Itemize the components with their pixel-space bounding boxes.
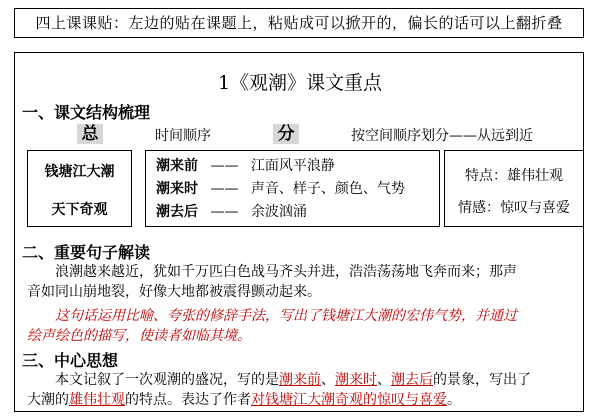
mid-row-label: 潮去后 bbox=[156, 204, 198, 220]
left-box-line1: 钱塘江大潮 bbox=[44, 164, 115, 180]
main-idea-line2: 大潮的雄伟壮观的特点。表达了作者对钱塘江大潮奇观的惊叹与喜爱。 bbox=[27, 392, 461, 408]
highlight-before: 潮来前 bbox=[279, 372, 321, 388]
mid-row-3: 潮去后 —— 余波汹涌 bbox=[156, 204, 307, 220]
mid-row-label: 潮来时 bbox=[156, 181, 198, 197]
fen-desc: 按空间顺序划分——从远到近 bbox=[351, 128, 533, 144]
section3-heading: 三、中心思想 bbox=[22, 351, 119, 370]
analysis-line1: 这句话运用比喻、夸张的修辞手法，写出了钱塘江大潮的宏伟气势，并通过 bbox=[55, 308, 517, 324]
fen-label: 分 bbox=[273, 124, 299, 144]
right-box-feature: 特点：雄伟壮观 bbox=[465, 168, 563, 184]
highlight-during: 潮来时 bbox=[335, 372, 377, 388]
main-idea-line1: 本文记叙了一次观潮的盛况，写的是潮来前、潮来时、潮去后的景象，写出了 bbox=[55, 372, 531, 388]
right-box-emotion: 情感：惊叹与喜爱 bbox=[458, 200, 570, 216]
mid-row-2: 潮来时 —— 声音、样子、颜色、气势 bbox=[156, 181, 405, 197]
key-sentence-line2: 音如同山崩地裂，好像大地都被震得颤动起来。 bbox=[27, 284, 321, 300]
zong-desc: 时间顺序 bbox=[155, 128, 211, 144]
analysis-line2: 绘声绘色的描写，使读者如临其境。 bbox=[27, 328, 251, 344]
mid-row-label: 潮来前 bbox=[156, 158, 198, 174]
highlight-emotion: 对钱塘江大潮奇观的惊叹与喜爱 bbox=[251, 392, 447, 408]
key-sentence-line1: 浪潮越来越近，犹如千万匹白色战马齐头并进，浩浩荡荡地飞奔而来；那声 bbox=[55, 264, 517, 280]
zong-label: 总 bbox=[77, 124, 103, 144]
section2-heading: 二、重要句子解读 bbox=[22, 243, 151, 262]
sticker-note: 四上课课贴：左边的贴在课题上，粘贴成可以掀开的，偏长的话可以上翻折叠 bbox=[14, 8, 584, 38]
structure-left-box bbox=[27, 150, 132, 227]
section1-heading: 一、课文结构梳理 bbox=[22, 103, 151, 122]
mid-row-1: 潮来前 —— 江面风平浪静 bbox=[156, 158, 335, 174]
highlight-after: 潮去后 bbox=[391, 372, 433, 388]
structure-right-box bbox=[444, 150, 584, 227]
page-title: 1《观潮》课文重点 bbox=[217, 72, 383, 94]
structure-middle-box bbox=[145, 150, 440, 227]
highlight-feature: 雄伟壮观 bbox=[69, 392, 125, 408]
left-box-line2: 天下奇观 bbox=[51, 202, 108, 218]
